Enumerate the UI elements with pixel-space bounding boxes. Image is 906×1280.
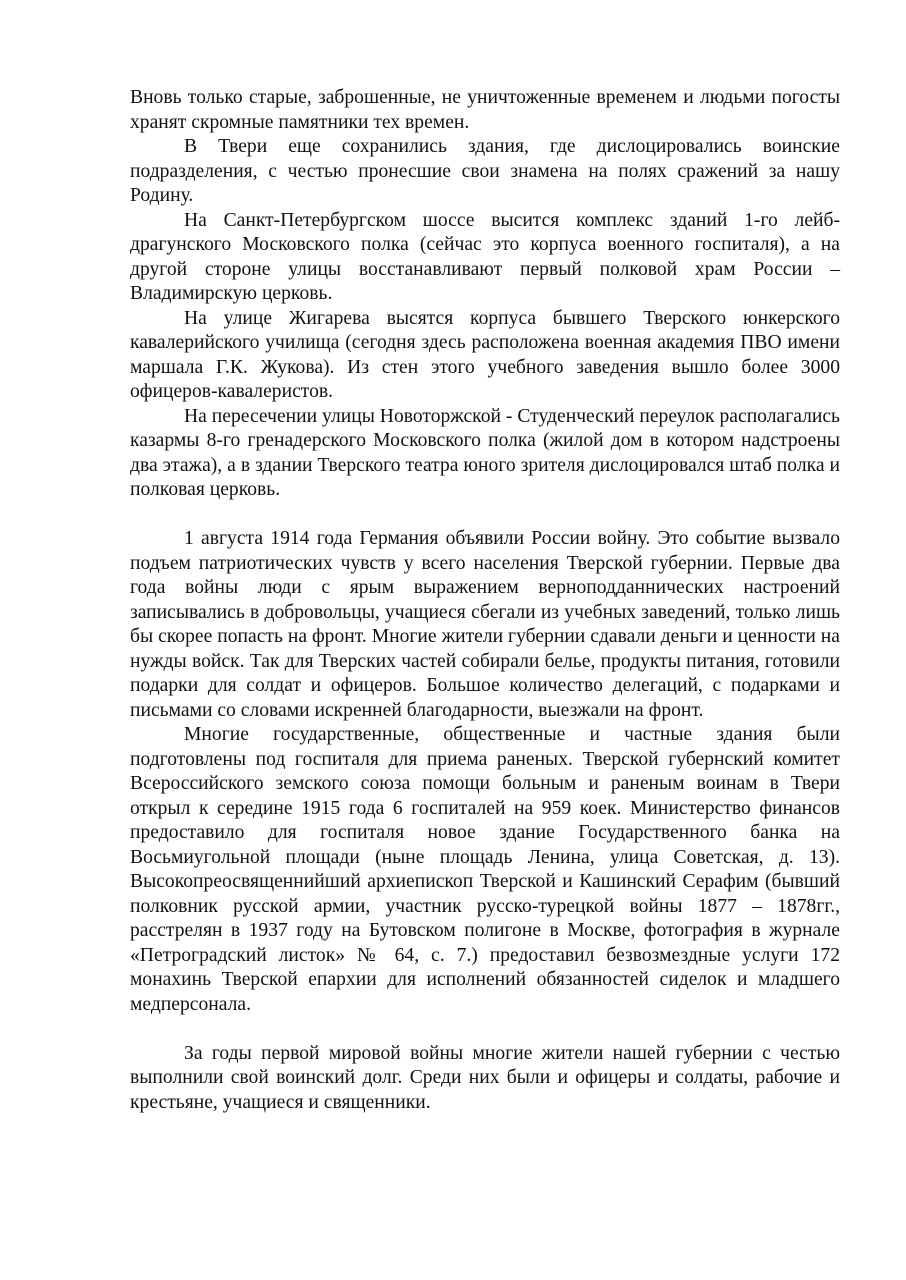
paragraph-military-buildings: В Твери еще сохранились здания, где дислоцировались воинские подразделения, с честью пронесшие свои знамена на полях сражений за нашу Родину.: [130, 136, 840, 206]
paragraph-graveyards: Вновь только старые, заброшенные, не уничтоженные временем и людьми погосты хранят скромные памятники тех времен.: [130, 87, 840, 133]
paragraph-hospitals: Многие государственные, общественные и частные здания были подготовлены под госпиталя для приема раненых. Тверской губернский комитет Всероссийского земского союза помощи больным и раненым воинам в Твери открыл к середине 1915 года 6 госпиталей на 959 коек. Министерство финансов предоставило для госпиталя новое здание Государственного банка на Восьмиугольной площади (ныне площадь Ленина, улица Советская, д. 13). Высокопреосвященнийший архиепископ Тверской и Кашинский Серафим (бывший полковник русской армии, участник русско-турецкой войны 1877 – 1878гг., расстрелян в 1937 году на Бутовском полигоне в Москве, фотография в журнале «Петроградский листок» № 64, с. 7.) предоставил безвозмездные услуги 172 монахинь Тверской епархии для исполнений обязанностей сиделок и младшего медперсонала.: [130, 724, 840, 1015]
paragraph-cavalry-school: На улице Жигарева высятся корпуса бывшего Тверского юнкерского кавалерийского училища (сегодня здесь расположена военная академия ПВО имени маршала Г.К. Жукова). Из стен этого учебного заведения вышло более 3000 офицеров-кавалеристов.: [130, 307, 840, 402]
paragraph-dragoon-regiment: На Санкт-Петербургском шоссе высится комплекс зданий 1-го лейб-драгунского Московского полка (сейчас это корпуса военного госпиталя), а на другой стороне улицы восстанавливают первый полковой храм России – Владимирскую церковь.: [130, 209, 840, 304]
paragraph-grenadier-regiment: На пересечении улицы Новоторжской - Студенческий переулок располагались казармы 8-го гренадерского Московского полка (жилой дом в котором надстроены два этажа), а в здании Тверского театра юного зрителя дислоцировался штаб полка и полковая церковь.: [130, 405, 840, 500]
paragraph-war-declaration: 1 августа 1914 года Германия объявили России войну. Это событие вызвало подъем патриотических чувств у всего населения Тверской губернии. Первые два года войны люди с ярым выражением верноподданнических настроений записывались в добровольцы, учащиеся сбегали из учебных заведений, только лишь бы скорее попасть на фронт. Многие жители губернии сдавали деньги и ценности на нужды войск. Так для Тверских частей собирали белье, продукты питания, готовили подарки для солдат и офицеров. Большое количество делегаций, с подарками и письмами со словами искренней благодарности, выезжали на фронт.: [130, 528, 840, 721]
paragraph-military-duty: За годы первой мировой войны многие жители нашей губернии с честью выполнили свой воинский долг. Среди них были и офицеры и солдаты, рабочие и крестьяне, учащиеся и священники.: [130, 1042, 840, 1113]
document-page: [130, 86, 840, 1115]
